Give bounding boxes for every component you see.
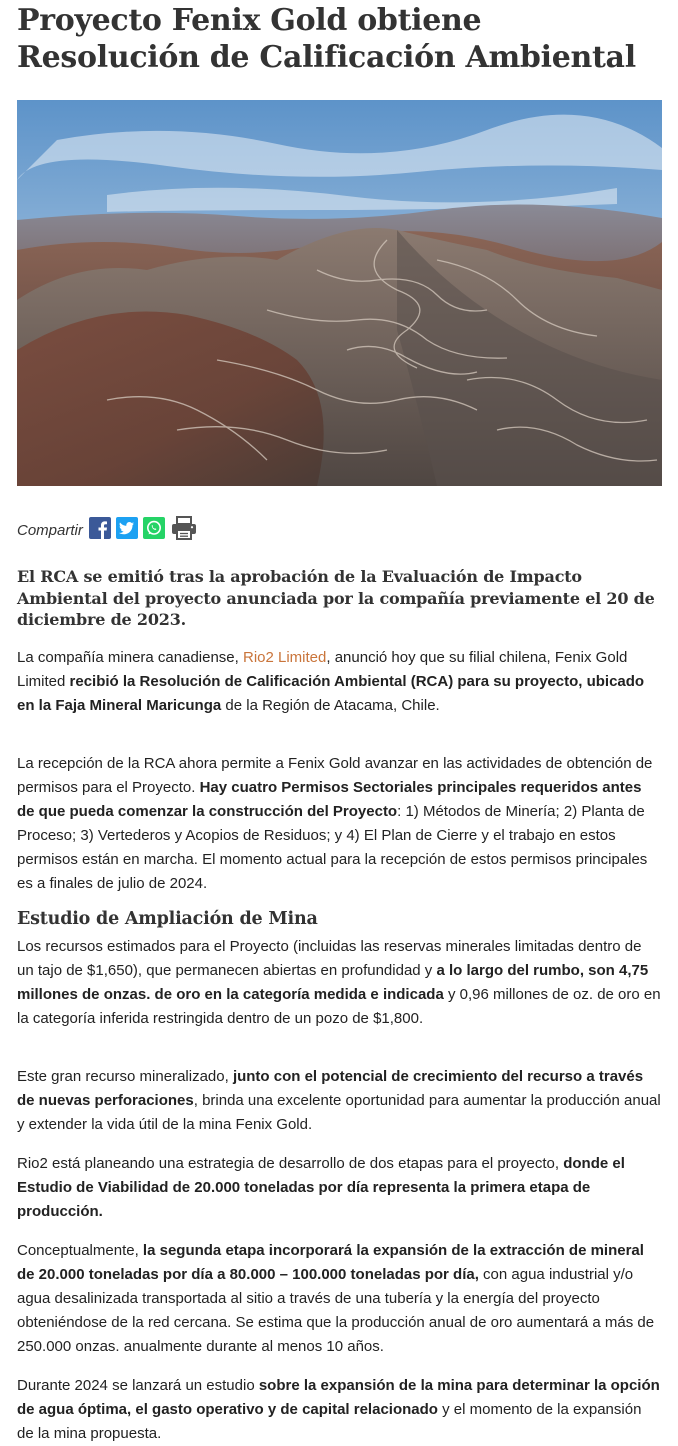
paragraph-4: Este gran recurso mineralizado, junto con el potencial de crecimiento del recurso a través de nuevas perforaciones, brinda una excelente oportunidad para aumentar la producción anual y extender la vida útil de la mina Fenix Gold. [17, 1067, 661, 1133]
whatsapp-icon[interactable] [143, 517, 165, 539]
hero-image [17, 100, 662, 486]
paragraph-5: Rio2 está planeando una estrategia de desarrollo de dos etapas para el proyecto, donde el Estudio de Viabilidad de 20.000 toneladas por día representa la primera etapa de producción. [17, 1154, 625, 1220]
article-title: Proyecto Fenix Gold obtiene Resolución de Calificación Ambiental [17, 3, 636, 75]
paragraph-1: La compañía minera canadiense, Rio2 Limited, anunció hoy que su filial chilena, Fenix Gold Limited recibió la Resolución de Calificación Ambiental (RCA) para su proyecto, ubicado en la Faja Mineral Maricunga de la Región de Atacama, Chile. [17, 648, 645, 714]
share-label: Compartir [17, 521, 83, 539]
print-icon[interactable] [171, 516, 197, 540]
paragraph-2: La recepción de la RCA ahora permite a Fenix Gold avanzar en las actividades de obtención de permisos para el Proyecto. Hay cuatro Permisos Sectoriales principales requeridos antes de que pueda comenzar la construcción del Proyecto: 1) Métodos de Minería; 2) Planta de Proceso; 3) Vertederos y Acopios de Residuos; y 4) El Plan de Cierre y el trabajo en estos permisos están en marcha. El momento actual para la recepción de estos permisos principales es a finales de julio de 2024. [17, 754, 653, 892]
facebook-icon[interactable] [89, 517, 111, 539]
twitter-icon[interactable] [116, 517, 138, 539]
paragraph-3: Los recursos estimados para el Proyecto (incluidas las reservas minerales limitadas dentro de un tajo de $1,650), que permanecen abiertas en profundidad y a lo largo del rumbo, son 4,75 millones de onzas. de oro en la categoría medida e indicada y 0,96 millones de oz. de oro en la categoría inferida restringida dentro de un pozo de $1,800. [17, 937, 661, 1027]
share-bar [17, 515, 661, 541]
rio2-limited-link[interactable]: Rio2 Limited [242, 648, 327, 666]
hero-landscape [17, 100, 662, 486]
paragraph-7: Durante 2024 se lanzará un estudio sobre la expansión de la mina para determinar la opción de agua óptima, el gasto operativo y de capital relacionado y el momento de la expansión de la mina propuesta. [17, 1376, 660, 1442]
article-lead: El RCA se emitió tras la aprobación de la Evaluación de Impacto Ambiental del proyecto anunciada por la compañía previamente el 20 de diciembre de 2023. [17, 567, 655, 629]
paragraph-6: Conceptualmente, la segunda etapa incorporará la expansión de la extracción de mineral de 20.000 toneladas por día a 80.000 – 100.000 toneladas por día, con agua industrial y/o agua desalinizada transportada al sitio a través de una tubería y la energía del proyecto obteniéndose de la red cercana. Se estima que la producción anual de oro aumentará a más de 250.000 onzas. anualmente durante al menos 10 años. [17, 1241, 655, 1355]
section-heading: Estudio de Ampliación de Mina [17, 908, 318, 929]
